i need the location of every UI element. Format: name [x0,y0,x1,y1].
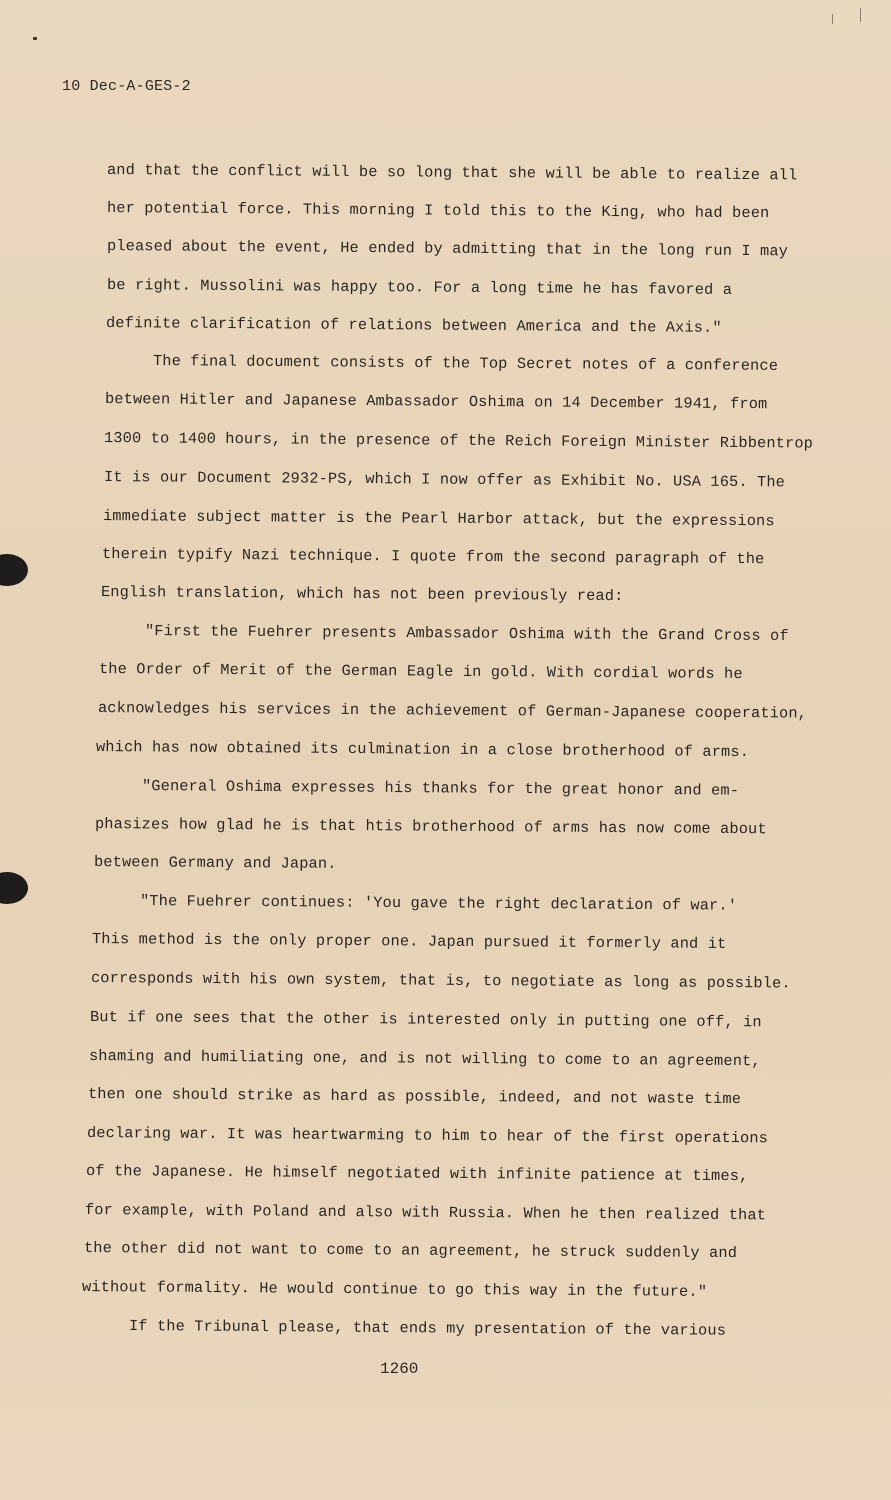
text-line: therein typify Nazi technique. I quote from the second paragraph of the [101,545,765,569]
page-identifier: 10 Dec-A-GES-2 [62,78,191,95]
text-line: pleased about the event, He ended by admitting that in the long run I may [106,237,789,261]
text-line: acknowledges his services in the achievement of German-Japanese cooperation, [97,699,808,723]
text-line: shaming and humiliating one, and is not willing to come to an agreement, [88,1047,761,1071]
text-line: phasizes how glad he is that htis brotherhood of arms has now come about [94,815,767,839]
text-line: the other did not want to come to an agreement, he struck suddenly and [83,1239,738,1263]
text-line: the Order of Merit of the German Eagle in gold. With cordial words he [98,660,743,684]
text-line: between Germany and Japan. [93,853,337,873]
text-line: It is our Document 2932-PS, which I now offer as Exhibit No. USA 165. The [103,468,786,492]
text-line: The final document consists of the Top Secret notes of a conference [152,352,779,375]
text-line: which has now obtained its culmination in a close brotherhood of arms. [95,738,750,762]
punch-hole [0,554,28,586]
text-line: "General Oshima expresses his thanks for the great honor and em- [141,777,740,800]
text-line: then one should strike as hard as possible, indeed, and not waste time [87,1085,742,1109]
text-line: declaring war. It was heartwarming to him to hear of the first operations [86,1124,769,1148]
text-line: English translation, which has not been previously read: [100,583,624,606]
text-line: of the Japanese. He himself negotiated with infinite patience at times, [85,1162,749,1186]
text-line: If the Tribunal please, that ends my presentation of the various [128,1317,727,1340]
text-line: and that the conflict will be so long that she will be able to realize all [106,161,798,185]
text-line: This method is the only proper one. Japan pursued it formerly and it [91,930,727,953]
edge-tick [832,14,833,24]
text-line: her potential force. This morning I told this to the King, who had been [106,199,770,223]
punch-hole [0,872,28,904]
text-line: 1300 to 1400 hours, in the presence of the Reich Foreign Minister Ribbentrop [103,429,814,453]
edge-tick [860,8,861,22]
text-line: for example, with Poland and also with Russia. When he then realized that [84,1201,767,1225]
page-number: 1260 [380,1360,419,1378]
text-line: "First the Fuehrer presents Ambassador Oshima with the Grand Cross of [144,622,789,646]
text-line: "The Fuehrer continues: 'You gave the right declaration of war.' [139,892,738,915]
text-line: immediate subject matter is the Pearl Harbor attack, but the expressions [102,507,775,531]
text-line: be right. Mussolini was happy too. For a long time he has favored a [106,276,733,299]
ink-speck [33,37,37,40]
text-line: corresponds with his own system, that is, to negotiate as long as possible. [90,969,791,993]
text-line: But if one sees that the other is interested only in putting one off, in [89,1008,762,1032]
text-line: without formality. He would continue to go this way in the future." [81,1278,708,1301]
text-line: definite clarification of relations between America and the Axis." [105,314,722,337]
text-line: between Hitler and Japanese Ambassador Oshima on 14 December 1941, from [104,390,768,414]
